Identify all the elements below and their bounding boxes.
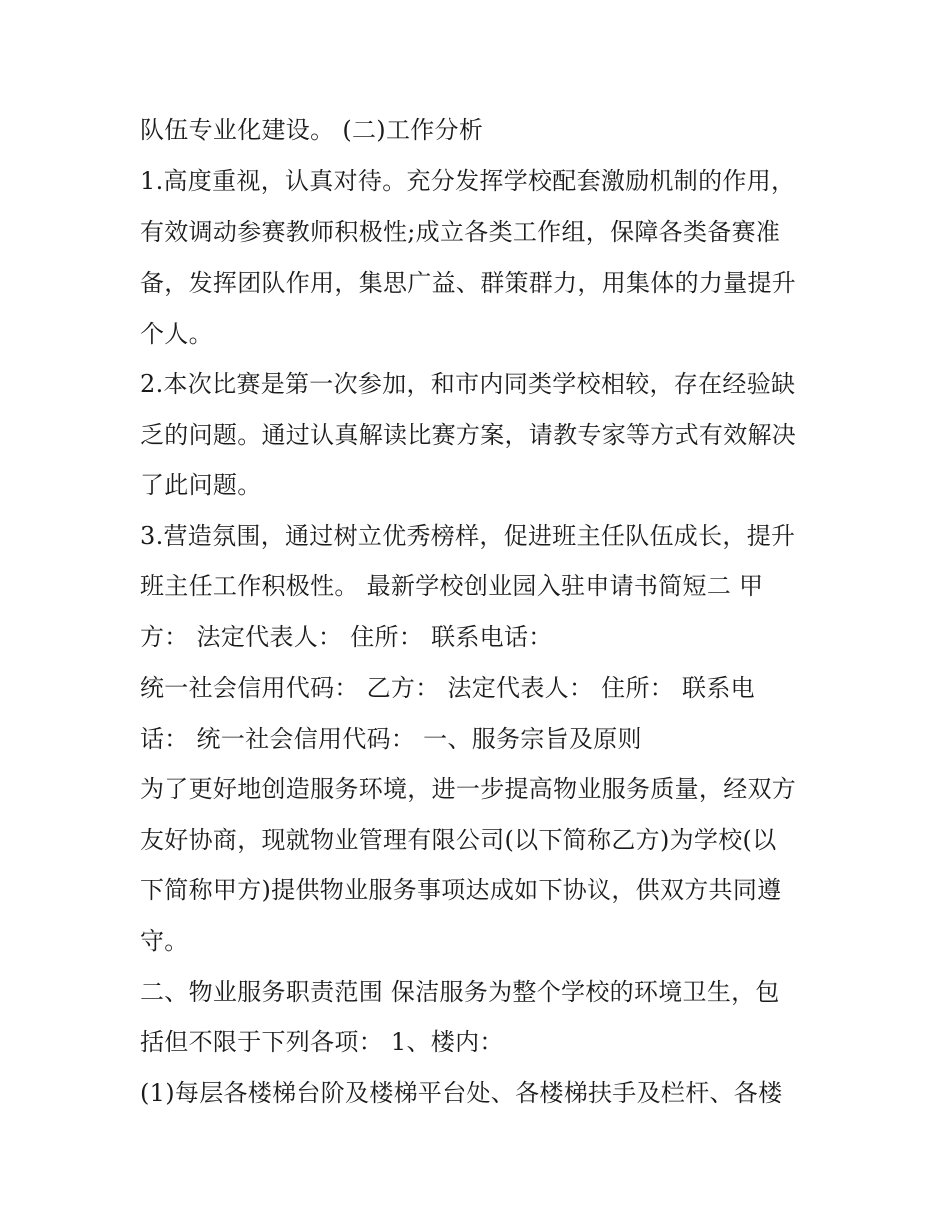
text-line: 二、物业服务职责范围 保洁服务为整个学校的环境卫生，包 (140, 978, 780, 1006)
text-line: 括但不限于下列各项： 1、楼内： (140, 1028, 504, 1056)
text-line: 乏的问题。通过认真解读比赛方案，请教专家等方式有效解决 (140, 421, 797, 449)
text-line: 2.本次比赛是第一次参加，和市内同类学校相较，存在经验缺 (140, 370, 796, 398)
text-line: 守。 (140, 927, 189, 955)
text-line: 统一社会信用代码： 乙方： 法定代表人： 住所： 联系电 (140, 674, 755, 702)
text-line: 个人。 (140, 320, 213, 348)
text-line: 话： 统一社会信用代码： 一、服务宗旨及原则 (140, 725, 642, 753)
text-line: 班主任工作积极性。 最新学校创业园入驻申请书简短二 甲 (140, 572, 764, 600)
text-line: 备，发挥团队作用，集思广益、群策群力，用集体的力量提升 (140, 269, 797, 297)
text-line: 方： 法定代表人： 住所： 联系电话： (140, 623, 553, 651)
text-line: 1.高度重视，认真对待。充分发挥学校配套激励机制的作用， (140, 167, 796, 195)
text-line: 友好协商，现就物业管理有限公司(以下简称乙方)为学校(以 (140, 826, 777, 854)
text-line: 有效调动参赛教师积极性;成立各类工作组，保障各类备赛准 (140, 218, 781, 246)
text-line: 下简称甲方)提供物业服务事项达成如下协议，供双方共同遵 (140, 876, 782, 904)
text-line: 队伍专业化建设。 (二)工作分析 (140, 116, 484, 144)
text-line: 了此问题。 (140, 471, 262, 499)
text-line: (1)每层各楼梯台阶及楼梯平台处、各楼梯扶手及栏杆、各楼 (140, 1079, 783, 1107)
text-line: 为了更好地创造服务环境，进一步提高物业服务质量，经双方 (140, 775, 797, 803)
text-line: 3.营造氛围，通过树立优秀榜样，促进班主任队伍成长，提升 (140, 522, 796, 550)
